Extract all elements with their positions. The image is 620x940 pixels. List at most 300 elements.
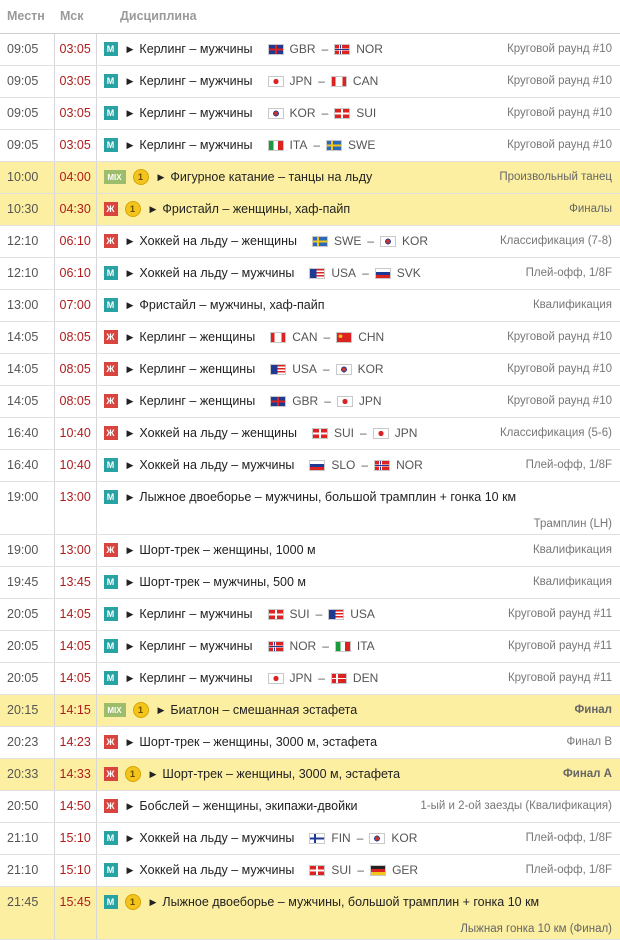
discipline-name[interactable]: Фристайл – женщины, хаф-пайп bbox=[162, 202, 351, 216]
men-event-icon: М bbox=[104, 490, 118, 504]
discipline-cell bbox=[96, 353, 620, 385]
teams bbox=[268, 671, 379, 685]
discipline-cell bbox=[96, 193, 620, 225]
local-time: 10:00 bbox=[0, 161, 54, 193]
discipline-cell bbox=[96, 566, 620, 598]
schedule-row[interactable] bbox=[0, 97, 620, 129]
men-event-icon: М bbox=[104, 138, 118, 152]
flag-sui-icon bbox=[268, 609, 284, 620]
discipline-name[interactable]: Хоккей на льду – мужчины bbox=[139, 863, 295, 877]
expand-arrow-icon[interactable]: ▶ bbox=[126, 43, 134, 54]
expand-arrow-icon[interactable]: ▶ bbox=[126, 427, 134, 438]
flag-usa-icon bbox=[309, 268, 325, 279]
discipline-name[interactable]: Керлинг – мужчины bbox=[139, 42, 253, 56]
flag-chn-icon bbox=[336, 332, 352, 343]
expand-arrow-icon[interactable]: ▶ bbox=[126, 544, 134, 555]
expand-arrow-icon[interactable]: ▶ bbox=[126, 864, 134, 875]
local-time: 20:05 bbox=[0, 662, 54, 694]
team-separator: – bbox=[356, 831, 364, 845]
schedule-row[interactable] bbox=[0, 790, 620, 822]
teams bbox=[268, 639, 375, 653]
moscow-time: 13:45 bbox=[54, 566, 96, 598]
moscow-time: 08:05 bbox=[54, 321, 96, 353]
flag-ita-icon bbox=[335, 641, 351, 652]
team-separator: – bbox=[362, 266, 369, 280]
team-code: SUI bbox=[334, 426, 355, 440]
expand-arrow-icon[interactable]: ▶ bbox=[126, 672, 134, 683]
men-event-icon: М bbox=[104, 74, 118, 88]
schedule-row[interactable] bbox=[0, 822, 620, 854]
expand-arrow-icon[interactable]: ▶ bbox=[126, 395, 134, 406]
gold-medal-icon: 1 bbox=[133, 169, 149, 185]
flag-ita-icon bbox=[268, 140, 284, 151]
schedule-row[interactable] bbox=[0, 566, 620, 598]
expand-arrow-icon[interactable]: ▶ bbox=[157, 704, 165, 715]
event-stage: Круговой раунд #10 bbox=[507, 362, 612, 375]
expand-arrow-icon[interactable]: ▶ bbox=[126, 75, 134, 86]
flag-sui-icon bbox=[309, 865, 325, 876]
moscow-time: 03:05 bbox=[54, 129, 96, 161]
expand-arrow-icon[interactable]: ▶ bbox=[126, 331, 134, 342]
men-event-icon: М bbox=[104, 298, 118, 312]
flag-usa-icon bbox=[270, 364, 286, 375]
discipline-cell bbox=[96, 225, 620, 257]
event-stage: Круговой раунд #10 bbox=[507, 330, 612, 343]
gold-medal-icon: 1 bbox=[125, 201, 141, 217]
expand-arrow-icon[interactable]: ▶ bbox=[149, 203, 157, 214]
event-stage: Круговой раунд #10 bbox=[507, 42, 612, 55]
discipline-name[interactable]: Хоккей на льду – мужчины bbox=[139, 266, 295, 280]
flag-can-icon bbox=[270, 332, 286, 343]
team-code: NOR bbox=[289, 639, 317, 653]
team-separator: – bbox=[318, 671, 325, 685]
event-stage: Плей-офф, 1/8F bbox=[525, 266, 612, 279]
teams bbox=[309, 863, 418, 877]
moscow-time: 15:45 bbox=[54, 886, 96, 939]
event-stage: Круговой раунд #10 bbox=[507, 394, 612, 407]
discipline-name[interactable]: Хоккей на льду – женщины bbox=[139, 234, 298, 248]
mixed-event-icon: MIX bbox=[104, 703, 126, 717]
women-event-icon: Ж bbox=[104, 426, 118, 440]
teams bbox=[309, 831, 417, 845]
local-time: 14:05 bbox=[0, 353, 54, 385]
moscow-time: 15:10 bbox=[54, 854, 96, 886]
local-time: 09:05 bbox=[0, 129, 54, 161]
moscow-time: 14:05 bbox=[54, 630, 96, 662]
expand-arrow-icon[interactable]: ▶ bbox=[126, 363, 134, 374]
discipline-cell bbox=[96, 385, 620, 417]
flag-swe-icon bbox=[326, 140, 342, 151]
moscow-time: 04:30 bbox=[54, 193, 96, 225]
event-stage: Классификация (7-8) bbox=[499, 234, 612, 247]
expand-arrow-icon[interactable]: ▶ bbox=[126, 576, 134, 587]
team-code: CHN bbox=[358, 330, 385, 344]
flag-gbr-icon bbox=[270, 396, 286, 407]
schedule-row[interactable] bbox=[0, 161, 620, 193]
local-time: 20:23 bbox=[0, 726, 54, 758]
moscow-time: 03:05 bbox=[54, 97, 96, 129]
team-code: SLO bbox=[331, 458, 356, 472]
local-time: 13:00 bbox=[0, 289, 54, 321]
local-time: 19:00 bbox=[0, 534, 54, 566]
teams bbox=[309, 266, 420, 280]
expand-arrow-icon[interactable]: ▶ bbox=[126, 736, 134, 747]
discipline-name[interactable]: Биатлон – смешанная эстафета bbox=[170, 703, 358, 717]
expand-arrow-icon[interactable]: ▶ bbox=[126, 832, 134, 843]
discipline-name[interactable]: Хоккей на льду – мужчины bbox=[139, 458, 295, 472]
event-stage: Лыжная гонка 10 км (Финал) bbox=[460, 922, 612, 935]
team-code: DEN bbox=[352, 671, 379, 685]
header-row bbox=[0, 0, 620, 33]
event-stage: Круговой раунд #11 bbox=[507, 607, 612, 620]
gold-medal-icon: 1 bbox=[133, 702, 149, 718]
teams bbox=[268, 74, 379, 88]
team-code: FIN bbox=[331, 831, 351, 845]
team-code: SUI bbox=[289, 607, 310, 621]
moscow-time: 13:00 bbox=[54, 481, 96, 534]
discipline-name[interactable]: Керлинг – женщины bbox=[139, 394, 256, 408]
men-event-icon: М bbox=[104, 671, 118, 685]
expand-arrow-icon[interactable]: ▶ bbox=[126, 267, 134, 278]
men-event-icon: М bbox=[104, 607, 118, 621]
local-time: 16:40 bbox=[0, 417, 54, 449]
women-event-icon: Ж bbox=[104, 799, 118, 813]
team-separator: – bbox=[322, 362, 330, 376]
women-event-icon: Ж bbox=[104, 394, 118, 408]
men-event-icon: М bbox=[104, 266, 118, 280]
men-event-icon: М bbox=[104, 575, 118, 589]
schedule-row[interactable] bbox=[0, 534, 620, 566]
teams bbox=[312, 234, 428, 248]
expand-arrow-icon[interactable]: ▶ bbox=[126, 640, 134, 651]
discipline-name[interactable]: Керлинг – мужчины bbox=[139, 607, 253, 621]
schedule-row[interactable] bbox=[0, 726, 620, 758]
discipline-name[interactable]: Керлинг – мужчины bbox=[139, 671, 253, 685]
team-code: SUI bbox=[356, 106, 377, 120]
discipline-name[interactable]: Шорт-трек – мужчины, 500 м bbox=[139, 575, 306, 589]
discipline-cell bbox=[96, 33, 620, 65]
event-stage: Произвольный танец bbox=[499, 170, 612, 183]
discipline-name[interactable]: Керлинг – мужчины bbox=[139, 106, 253, 120]
discipline-name[interactable]: Керлинг – мужчины bbox=[139, 138, 253, 152]
women-event-icon: Ж bbox=[104, 234, 118, 248]
teams bbox=[268, 106, 377, 120]
event-stage: Финал B bbox=[566, 735, 612, 748]
flag-sui-icon bbox=[312, 428, 328, 439]
team-code: ITA bbox=[289, 138, 308, 152]
moscow-time: 14:50 bbox=[54, 790, 96, 822]
local-time: 20:05 bbox=[0, 598, 54, 630]
flag-gbr-icon bbox=[268, 44, 284, 55]
team-code: GBR bbox=[289, 42, 316, 56]
event-stage: Квалификация bbox=[532, 298, 612, 311]
local-time: 20:15 bbox=[0, 694, 54, 726]
gold-medal-icon: 1 bbox=[125, 894, 141, 910]
flag-kor-icon bbox=[336, 364, 352, 375]
team-code: KOR bbox=[391, 831, 418, 845]
discipline-name[interactable]: Хоккей на льду – мужчины bbox=[139, 831, 295, 845]
teams bbox=[312, 426, 417, 440]
flag-kor-icon bbox=[380, 236, 396, 247]
local-time: 12:10 bbox=[0, 225, 54, 257]
team-separator: – bbox=[318, 74, 325, 88]
schedule-row[interactable] bbox=[0, 630, 620, 662]
event-stage: Круговой раунд #10 bbox=[507, 138, 612, 151]
flag-can-icon bbox=[331, 76, 347, 87]
team-code: NOR bbox=[396, 458, 423, 472]
schedule-row[interactable] bbox=[0, 353, 620, 385]
men-event-icon: М bbox=[104, 639, 118, 653]
schedule-body bbox=[0, 33, 620, 939]
expand-arrow-icon[interactable]: ▶ bbox=[126, 800, 134, 811]
moscow-time: 03:05 bbox=[54, 33, 96, 65]
moscow-time: 13:00 bbox=[54, 534, 96, 566]
flag-swe-icon bbox=[312, 236, 328, 247]
discipline-cell bbox=[96, 790, 620, 822]
event-stage: 1-ый и 2-ой заезды (Квалификация) bbox=[420, 799, 612, 812]
schedule-row[interactable] bbox=[0, 129, 620, 161]
event-stage: Круговой раунд #10 bbox=[507, 74, 612, 87]
event-stage: Финалы bbox=[569, 202, 612, 215]
discipline-name[interactable]: Шорт-трек – женщины, 1000 м bbox=[139, 543, 316, 557]
moscow-time: 06:10 bbox=[54, 257, 96, 289]
expand-arrow-icon[interactable]: ▶ bbox=[126, 139, 134, 150]
men-event-icon: М bbox=[104, 863, 118, 877]
women-event-icon: Ж bbox=[104, 543, 118, 557]
discipline-name[interactable]: Керлинг – женщины bbox=[139, 362, 256, 376]
discipline-name[interactable]: Керлинг – женщины bbox=[139, 330, 256, 344]
team-code: JPN bbox=[289, 671, 313, 685]
schedule-row[interactable] bbox=[0, 598, 620, 630]
men-event-icon: М bbox=[104, 106, 118, 120]
flag-jpn-icon bbox=[337, 396, 353, 407]
moscow-time: 10:40 bbox=[54, 449, 96, 481]
team-code: GER bbox=[392, 863, 419, 877]
local-time: 09:05 bbox=[0, 97, 54, 129]
team-separator: – bbox=[321, 42, 329, 56]
expand-arrow-icon[interactable]: ▶ bbox=[126, 107, 134, 118]
schedule-row[interactable] bbox=[0, 854, 620, 886]
expand-arrow-icon[interactable]: ▶ bbox=[126, 459, 134, 470]
local-time: 10:30 bbox=[0, 193, 54, 225]
local-time: 20:50 bbox=[0, 790, 54, 822]
flag-jpn-icon bbox=[373, 428, 389, 439]
event-stage: Плей-офф, 1/8F bbox=[525, 458, 612, 471]
discipline-name[interactable]: Бобслей – женщины, экипажи-двойки bbox=[139, 799, 358, 813]
team-code: USA bbox=[292, 362, 317, 376]
col-discipline: Дисциплина bbox=[96, 0, 620, 33]
flag-nor-icon bbox=[334, 44, 350, 55]
men-event-icon: М bbox=[104, 831, 118, 845]
discipline-cell bbox=[96, 129, 620, 161]
expand-arrow-icon[interactable]: ▶ bbox=[149, 896, 157, 907]
flag-kor-icon bbox=[268, 108, 284, 119]
teams bbox=[268, 607, 375, 621]
flag-kor-icon bbox=[369, 833, 385, 844]
schedule-row[interactable] bbox=[0, 65, 620, 97]
moscow-time: 14:33 bbox=[54, 758, 96, 790]
team-code: SVK bbox=[396, 266, 421, 280]
team-code: USA bbox=[331, 266, 357, 280]
team-separator: – bbox=[322, 639, 329, 653]
schedule-row[interactable] bbox=[0, 193, 620, 225]
expand-arrow-icon[interactable]: ▶ bbox=[149, 768, 157, 779]
men-event-icon: М bbox=[104, 458, 118, 472]
team-separator: – bbox=[324, 394, 331, 408]
discipline-cell bbox=[96, 822, 620, 854]
moscow-time: 14:15 bbox=[54, 694, 96, 726]
discipline-name[interactable]: Шорт-трек – женщины, 3000 м, эстафета bbox=[139, 735, 378, 749]
discipline-cell bbox=[96, 161, 620, 193]
women-event-icon: Ж bbox=[104, 767, 118, 781]
teams bbox=[270, 330, 384, 344]
schedule-row[interactable] bbox=[0, 417, 620, 449]
schedule-row[interactable] bbox=[0, 385, 620, 417]
discipline-cell bbox=[96, 97, 620, 129]
discipline-name[interactable]: Фигурное катание – танцы на льду bbox=[170, 170, 373, 184]
expand-arrow-icon[interactable]: ▶ bbox=[126, 299, 134, 310]
flag-ger-icon bbox=[370, 865, 386, 876]
discipline-cell bbox=[96, 257, 620, 289]
team-separator: – bbox=[315, 607, 323, 621]
col-local-time: Местн bbox=[0, 0, 54, 33]
schedule-row[interactable] bbox=[0, 225, 620, 257]
col-moscow-time: Мск bbox=[54, 0, 96, 33]
event-stage: Плей-офф, 1/8F bbox=[525, 863, 612, 876]
discipline-name[interactable]: Хоккей на льду – женщины bbox=[139, 426, 298, 440]
discipline-cell bbox=[96, 65, 620, 97]
discipline-name[interactable]: Лыжное двоеборье – мужчины, большой трамплин + гонка 10 км bbox=[139, 490, 517, 504]
team-separator: – bbox=[321, 106, 329, 120]
teams bbox=[270, 394, 381, 408]
local-time: 21:10 bbox=[0, 822, 54, 854]
schedule-row[interactable] bbox=[0, 481, 620, 534]
flag-jpn-icon bbox=[268, 76, 284, 87]
moscow-time: 08:05 bbox=[54, 353, 96, 385]
local-time: 19:00 bbox=[0, 481, 54, 534]
local-time: 20:05 bbox=[0, 630, 54, 662]
moscow-time: 03:05 bbox=[54, 65, 96, 97]
local-time: 09:05 bbox=[0, 65, 54, 97]
moscow-time: 14:23 bbox=[54, 726, 96, 758]
moscow-time: 15:10 bbox=[54, 822, 96, 854]
teams bbox=[309, 458, 422, 472]
flag-usa-icon bbox=[328, 609, 344, 620]
discipline-cell bbox=[96, 417, 620, 449]
team-code: KOR bbox=[357, 362, 384, 376]
teams bbox=[268, 42, 383, 56]
discipline-cell bbox=[96, 321, 620, 353]
event-stage: Круговой раунд #11 bbox=[507, 639, 612, 652]
event-stage: Плей-офф, 1/8F bbox=[525, 831, 612, 844]
event-stage: Круговой раунд #10 bbox=[507, 106, 612, 119]
discipline-cell bbox=[96, 481, 620, 534]
team-code: SUI bbox=[331, 863, 352, 877]
team-code: GBR bbox=[292, 394, 319, 408]
moscow-time: 10:40 bbox=[54, 417, 96, 449]
discipline-name[interactable]: Фристайл – мужчины, хаф-пайп bbox=[139, 298, 325, 312]
discipline-name[interactable]: Лыжное двоеборье – мужчины, большой трамплин + гонка 10 км bbox=[162, 895, 540, 909]
team-code: SWE bbox=[334, 234, 362, 248]
discipline-cell bbox=[96, 662, 620, 694]
discipline-cell bbox=[96, 726, 620, 758]
flag-jpn-icon bbox=[268, 673, 284, 684]
team-code: CAN bbox=[352, 74, 379, 88]
schedule-row[interactable] bbox=[0, 694, 620, 726]
schedule-row[interactable] bbox=[0, 449, 620, 481]
mixed-event-icon: MIX bbox=[104, 170, 126, 184]
discipline-cell bbox=[96, 534, 620, 566]
moscow-time: 06:10 bbox=[54, 225, 96, 257]
discipline-cell bbox=[96, 449, 620, 481]
discipline-cell bbox=[96, 886, 620, 939]
event-stage: Квалификация bbox=[532, 543, 612, 556]
event-stage: Финал A bbox=[562, 767, 612, 780]
expand-arrow-icon[interactable]: ▶ bbox=[126, 608, 134, 619]
flag-sui-icon bbox=[334, 108, 350, 119]
teams bbox=[268, 138, 376, 152]
gold-medal-icon: 1 bbox=[125, 766, 141, 782]
team-code: USA bbox=[350, 607, 375, 621]
event-stage: Квалификация bbox=[532, 575, 612, 588]
discipline-cell bbox=[96, 598, 620, 630]
moscow-time: 14:05 bbox=[54, 598, 96, 630]
women-event-icon: Ж bbox=[104, 735, 118, 749]
men-event-icon: М bbox=[104, 895, 118, 909]
team-code: KOR bbox=[289, 106, 316, 120]
schedule-row[interactable] bbox=[0, 33, 620, 65]
schedule-row[interactable] bbox=[0, 758, 620, 790]
team-code: ITA bbox=[356, 639, 375, 653]
flag-den-icon bbox=[331, 673, 347, 684]
team-separator: – bbox=[361, 458, 369, 472]
schedule-row[interactable] bbox=[0, 321, 620, 353]
team-code: JPN bbox=[358, 394, 382, 408]
team-code: KOR bbox=[402, 234, 429, 248]
local-time: 14:05 bbox=[0, 321, 54, 353]
flag-nor-icon bbox=[268, 641, 284, 652]
schedule-row[interactable] bbox=[0, 886, 620, 939]
expand-arrow-icon[interactable]: ▶ bbox=[126, 491, 134, 502]
local-time: 21:45 bbox=[0, 886, 54, 939]
moscow-time: 07:00 bbox=[54, 289, 96, 321]
local-time: 21:10 bbox=[0, 854, 54, 886]
discipline-name[interactable]: Керлинг – мужчины bbox=[139, 74, 253, 88]
expand-arrow-icon[interactable]: ▶ bbox=[126, 235, 134, 246]
team-code: SWE bbox=[348, 138, 376, 152]
flag-slo-icon bbox=[309, 460, 325, 471]
teams bbox=[270, 362, 383, 376]
team-code: NOR bbox=[356, 42, 383, 56]
team-separator: – bbox=[360, 426, 367, 440]
discipline-cell bbox=[96, 630, 620, 662]
flag-fin-icon bbox=[309, 833, 325, 844]
schedule-row[interactable] bbox=[0, 257, 620, 289]
discipline-name[interactable]: Шорт-трек – женщины, 3000 м, эстафета bbox=[162, 767, 401, 781]
team-separator: – bbox=[357, 863, 365, 877]
local-time: 09:05 bbox=[0, 33, 54, 65]
discipline-cell bbox=[96, 758, 620, 790]
schedule-row[interactable] bbox=[0, 662, 620, 694]
schedule-row[interactable] bbox=[0, 289, 620, 321]
event-stage: Финал bbox=[574, 703, 612, 716]
team-separator: – bbox=[313, 138, 321, 152]
expand-arrow-icon[interactable]: ▶ bbox=[157, 171, 165, 182]
discipline-name[interactable]: Керлинг – мужчины bbox=[139, 639, 253, 653]
team-separator: – bbox=[323, 330, 331, 344]
men-event-icon: М bbox=[104, 42, 118, 56]
local-time: 12:10 bbox=[0, 257, 54, 289]
